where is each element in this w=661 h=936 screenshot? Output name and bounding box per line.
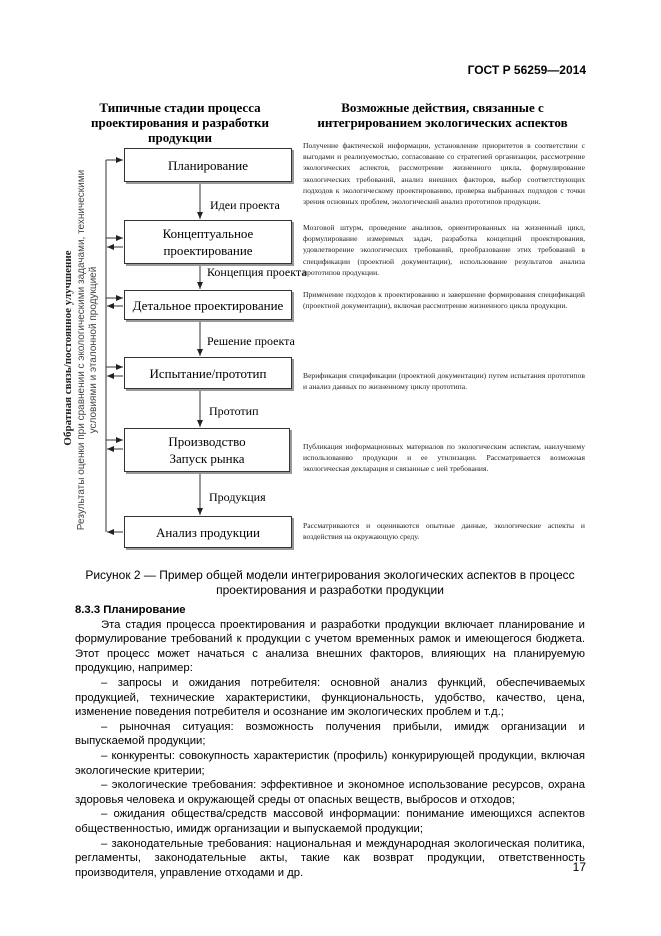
list-item: – конкуренты: совокупность характеристик (профиль) конкурирующей продукции, включая экологические критерии;	[75, 749, 585, 777]
output-label: Прототип	[209, 404, 259, 418]
stage-box-testing: Испытание/прототип	[124, 357, 292, 389]
page-number: 17	[572, 860, 586, 874]
stage-action-text: Применение подходов к проектированию и завершение формирования спецификаций (проектной документации), включая рассмотрение жизненного цикла продукции.	[303, 290, 585, 311]
left-column-heading: Типичные стадии процесса проектирования и разработки продукции	[91, 100, 269, 145]
list-item: – ожидания общества/средств массовой информации: понимание имеющихся аспектов общественностью, имидж организации и выпускаемой продукции;	[75, 808, 585, 835]
list-item: – рыночная ситуация: возможность получения прибыли, имидж организации и выпускаемой продукции;	[75, 720, 585, 748]
stage-action-text: Мозговой штурм, проведение анализов, ориентированных на жизненный цикл, формулирование измеримых задач, разработка концепций проектирования, удовлетворение экологических требований, преобразование этих требований в спецификации (проектной документации), использование результатов анализа прототипов продукции.	[303, 223, 585, 277]
output-label: Идеи проекта	[210, 198, 280, 212]
paragraph: Эта стадия процесса проектирования и разработки продукции включает планирование и формулирование требований к продукции с учетом временных рамок и имеющегося бюджета. Этот процесс может начаться с анализа внешних факторов, влияющих на планируемую продукцию, например:	[75, 618, 585, 675]
section-title: 8.3.3 Планирование	[75, 604, 186, 616]
stage-box-production: Производство Запуск рынка	[124, 428, 290, 472]
list-item: – экологические требования: эффективное и экономное использование ресурсов, охрана здоровья человека и окружающей среды от опасных веществ, выбросов и отходов;	[75, 779, 585, 806]
stage-box-conceptual: Концептуальное проектирование	[124, 220, 292, 264]
list-item: – запросы и ожидания потребителя: основной анализ функций, обеспечиваемых продукцией, технические характеристики, функциональность, удобство, качество, цена, изменение поведения потребителя и осознание им экологических проблем и т.д.;	[75, 676, 585, 719]
output-label: Решение проекта	[207, 334, 295, 348]
results-label: Результаты оценки при сравнении с экологическими задачами, техническими условиями и эталонной продукцией	[76, 169, 99, 531]
stage-action-text: Верификация спецификации (проектной документации) путем испытания прототипов и анализ данных по жизненному циклу прототипа.	[303, 371, 585, 392]
stage-box-review: Анализ продукции	[124, 516, 292, 548]
figure-caption: Рисунок 2 — Пример общей модели интегрирования экологических аспектов в процесс проектирования и разработки продукции	[85, 568, 575, 597]
stage-box-planning: Планирование	[124, 148, 292, 182]
stage-box-detailed: Детальное проектирование	[124, 290, 292, 320]
stage-action-text: Получение фактической информации, установление приоритетов в соответствии с выгодами и реализуемостью, согласование со стратегией организации, рассмотрение экологических аспектов, рассмотрение жизненного цикла, формулирование экологических требований, анализ внешних факторов, выбор соответствующих подходов к экологическому проектированию, проверка выбранных подходов с точки зрения основных проблем, экологический анализ прототипов продукции.	[303, 141, 585, 207]
standard-header: ГОСТ Р 56259—2014	[467, 63, 586, 77]
stage-action-text: Рассматриваются и оцениваются опытные данные, экологические аспекты и воздействия на окружающую среду.	[303, 521, 585, 542]
output-label: Продукция	[209, 490, 266, 504]
stage-action-text: Публикация информационных материалов по экологическим аспектам, наилучшему использованию продукции и ее утилизации. Рассматривается возможная экологическая декларация и связанные с ней требования.	[303, 442, 585, 474]
section-body	[75, 603, 585, 880]
feedback-label: Обратная связь/постоянное улучшение	[62, 250, 74, 446]
right-column-heading: Возможные действия, связанные с интегрированием экологических аспектов	[317, 100, 568, 130]
list-item: – законодательные требования: национальная и международная экологическая политика, регламенты, законодательные акты, такие как возврат продукции, ответственность производителя, управление отходами и др.	[75, 837, 585, 879]
output-label: Концепция проекта	[207, 265, 307, 279]
